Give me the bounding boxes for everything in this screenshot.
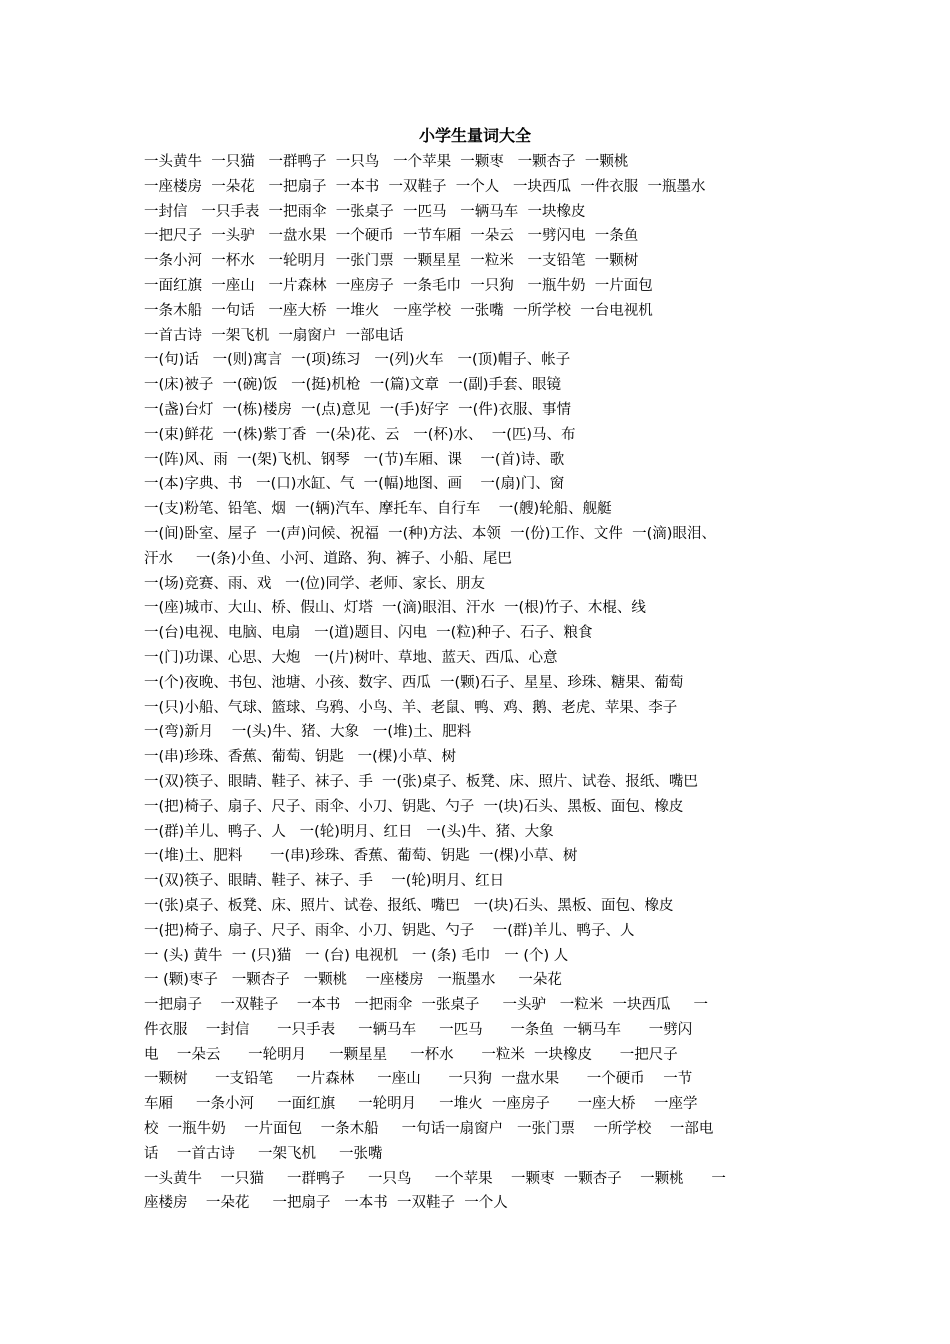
text-line: 一(句)话 一(则)寓言 一(项)练习 一(列)火车 一(顶)帽子、帐子	[144, 352, 571, 369]
text-line: 车厢 一条小河 一面红旗 一轮明月 一堆火 一座房子 一座大桥 一座学	[144, 1096, 698, 1113]
text-line: 话 一首古诗 一架飞机 一张嘴	[144, 1145, 383, 1162]
text-line: 一(支)粉笔、铅笔、烟 一(辆)汽车、摩托车、自行车 一(艘)轮船、舰艇	[144, 501, 612, 518]
text-line: 一(个)夜晚、书包、池塘、小孩、数字、西瓜 一(颗)石子、星星、珍珠、糖果、葡萄	[144, 674, 684, 691]
text-line: 一颗树 一支铅笔 一片森林 一座山 一只狗 一盘水果 一个硬币 一节	[144, 1071, 693, 1088]
text-line: 一把扇子 一双鞋子 一本书 一把雨伞 一张桌子 一头驴 一粒米 一块西瓜 一	[144, 997, 709, 1014]
text-line: 一(本)字典、书 一(口)水缸、气 一(幅)地图、画 一(扇)门、窗	[144, 476, 565, 493]
text-line: 一面红旗 一座山 一片森林 一座房子 一条毛巾 一只狗 一瓶牛奶 一片面包	[144, 277, 653, 294]
text-line: 一座楼房 一朵花 一把扇子 一本书 一双鞋子 一个人 一块西瓜 一件衣服 一瓶墨水	[144, 178, 706, 195]
text-line: 电 一朵云 一轮明月 一颗星星 一杯水 一粒米 一块橡皮 一把尺子	[144, 1046, 678, 1063]
text-line: 一条小河 一杯水 一轮明月 一张门票 一颗星星 一粒米 一支铅笔 一颗树	[144, 253, 639, 270]
text-line: 一封信 一只手表 一把雨伞 一张桌子 一匹马 一辆马车 一块橡皮	[144, 203, 586, 220]
document-title: 小学生量词大全	[418, 126, 531, 145]
text-line: 一首古诗 一架飞机 一扇窗户 一部电话	[144, 327, 404, 344]
text-line: 一 (颗)枣子 一颗杏子 一颗桃 一座楼房 一瓶墨水 一朵花	[144, 972, 562, 989]
text-line: 一(台)电视、电脑、电扇 一(道)题目、闪电 一(粒)种子、石子、粮食	[144, 625, 593, 642]
text-line: 一(场)竞赛、雨、戏 一(位)同学、老师、家长、朋友	[144, 575, 485, 592]
text-line: 一(双)筷子、眼睛、鞋子、袜子、手 一(张)桌子、板凳、床、照片、试卷、报纸、嘴巴	[144, 773, 698, 790]
text-line: 一(弯)新月 一(头)牛、猪、大象 一(堆)土、肥料	[144, 724, 472, 741]
text-line: 一(串)珍珠、香蕉、葡萄、钥匙 一(棵)小草、树	[144, 749, 456, 766]
text-line: 一(阵)风、雨 一(架)飞机、钢琴 一(节)车厢、课 一(首)诗、歌	[144, 451, 565, 468]
text-line: 座楼房 一朵花 一把扇子 一本书 一双鞋子 一个人	[144, 1195, 508, 1212]
text-line: 一(堆)土、肥料 一(串)珍珠、香蕉、葡萄、钥匙 一(棵)小草、树	[144, 848, 578, 865]
text-line: 校 一瓶牛奶 一片面包 一条木船 一句话一扇窗户 一张门票 一所学校 一部电	[144, 1121, 714, 1138]
text-line: 一(把)椅子、扇子、尺子、雨伞、小刀、钥匙、勺子 一(群)羊儿、鸭子、人	[144, 922, 635, 939]
text-line: 一(门)功课、心思、大炮 一(片)树叶、草地、蓝天、西瓜、心意	[144, 649, 558, 666]
text-line: 一(张)桌子、板凳、床、照片、试卷、报纸、嘴巴 一(块)石头、黑板、面包、橡皮	[144, 897, 674, 914]
text-line: 一头黄牛 一只猫 一群鸭子 一只鸟 一个苹果 一颗枣 一颗杏子 一颗桃 一	[144, 1170, 726, 1187]
text-line: 一(把)椅子、扇子、尺子、雨伞、小刀、钥匙、勺子 一(块)石头、黑板、面包、橡皮	[144, 798, 684, 815]
text-line: 一条木船 一句话 一座大桥 一堆火 一座学校 一张嘴 一所学校 一台电视机	[144, 302, 653, 319]
text-line: 一(间)卧室、屋子 一(声)问候、祝福 一(种)方法、本领 一(份)工作、文件 一(滴)眼泪、	[144, 525, 716, 542]
text-line: 一(座)城市、大山、桥、假山、灯塔 一(滴)眼泪、汗水 一(根)竹子、木棍、线	[144, 600, 646, 617]
text-line: 汗水 一(条)小鱼、小河、道路、狗、裤子、小船、尾巴	[144, 550, 512, 567]
text-line: 一头黄牛 一只猫 一群鸭子 一只鸟 一个苹果 一颗枣 一颗杏子 一颗桃	[144, 154, 629, 170]
text-line: 一 (头) 黄牛 一 (只)猫 一 (台) 电视机 一 (条) 毛巾 一 (个) 人	[144, 947, 569, 964]
text-line: 一(只)小船、气球、篮球、乌鸦、小鸟、羊、老鼠、鸭、鸡、鹅、老虎、苹果、李子	[144, 699, 678, 716]
text-line: 一把尺子 一头驴 一盘水果 一个硬币 一节车厢 一朵云 一劈闪电 一条鱼	[144, 228, 639, 245]
text-line: 一(束)鲜花 一(株)紫丁香 一(朵)花、云 一(杯)水、 一(匹)马、布	[144, 426, 576, 443]
text-line: 一(床)被子 一(碗)饭 一(挺)机枪 一(篇)文章 一(副)手套、眼镜	[144, 377, 562, 394]
text-line: 一(盏)台灯 一(栋)楼房 一(点)意见 一(手)好字 一(件)衣服、事情	[144, 401, 571, 418]
text-line: 件衣服 一封信 一只手表 一辆马车 一匹马 一条鱼 一辆马车 一劈闪	[144, 1021, 693, 1038]
text-line: 一(群)羊儿、鸭子、人 一(轮)明月、红日 一(头)牛、猪、大象	[144, 823, 554, 840]
text-line: 一(双)筷子、眼睛、鞋子、袜子、手 一(轮)明月、红日	[144, 873, 505, 890]
document-body	[144, 150, 814, 1216]
